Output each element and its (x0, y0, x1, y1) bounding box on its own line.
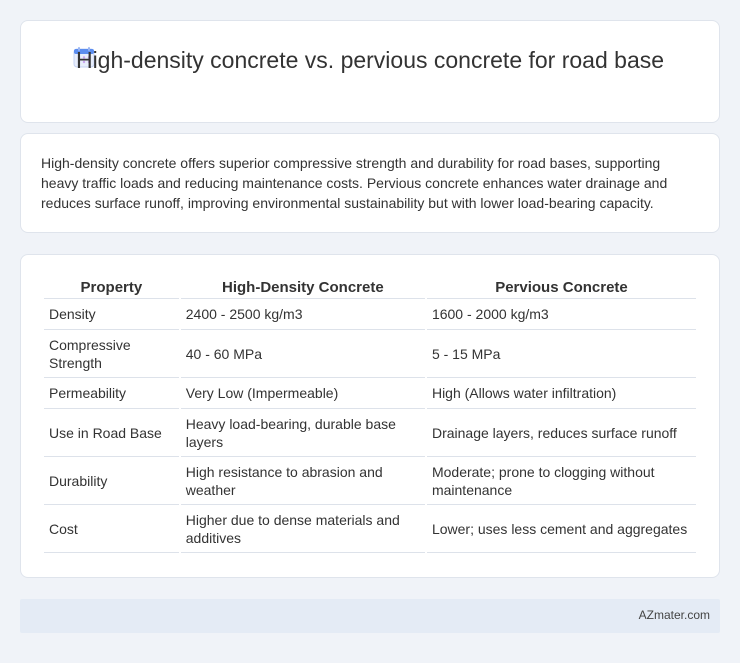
table-row (44, 409, 696, 457)
table-cell: Durability (44, 457, 179, 505)
table-cell: Very Low (Impermeable) (181, 378, 425, 409)
table-cell: 2400 - 2500 kg/m3 (181, 299, 425, 330)
table-cell: Use in Road Base (44, 409, 179, 457)
table-cell: Higher due to dense materials and additives (181, 505, 425, 553)
table-row (44, 299, 696, 330)
column-header: Pervious Concrete (427, 275, 696, 299)
table-cell: High (Allows water infiltration) (427, 378, 696, 409)
table-row (44, 457, 696, 505)
table-cell: Permeability (44, 378, 179, 409)
table-cell: 1600 - 2000 kg/m3 (427, 299, 696, 330)
column-header: High-Density Concrete (181, 275, 425, 299)
table-cell: High resistance to abrasion and weather (181, 457, 425, 505)
column-header: Property (44, 275, 179, 299)
summary-text: High-density concrete offers superior compressive strength and durability for road bases, supporting heavy traffic loads and reducing maintenance costs. Pervious concrete enhances water drainage and reduces surface runoff, improving environmental sustainability but with lower load-bearing capacity. (41, 155, 668, 211)
table-row (44, 330, 696, 378)
table-cell: Cost (44, 505, 179, 553)
summary-card (20, 133, 720, 233)
table-cell: 5 - 15 MPa (427, 330, 696, 378)
table-header-row (44, 275, 696, 299)
comparison-table-card (20, 254, 720, 578)
table-cell: Compressive Strength (44, 330, 179, 378)
comparison-table (42, 275, 698, 553)
table-cell: Heavy load-bearing, durable base layers (181, 409, 425, 457)
table-row (44, 378, 696, 409)
table-cell: Density (44, 299, 179, 330)
table-cell: 40 - 60 MPa (181, 330, 425, 378)
table-cell: Lower; uses less cement and aggregates (427, 505, 696, 553)
footer-brand: AZmater.com (638, 608, 710, 622)
table-cell: Moderate; prone to clogging without maintenance (427, 457, 696, 505)
table-cell: Drainage layers, reduces surface runoff (427, 409, 696, 457)
table-row (44, 505, 696, 553)
footer-bar (20, 599, 720, 633)
page-title: High-density concrete vs. pervious concrete for road base (75, 47, 665, 73)
title-card (20, 20, 720, 123)
